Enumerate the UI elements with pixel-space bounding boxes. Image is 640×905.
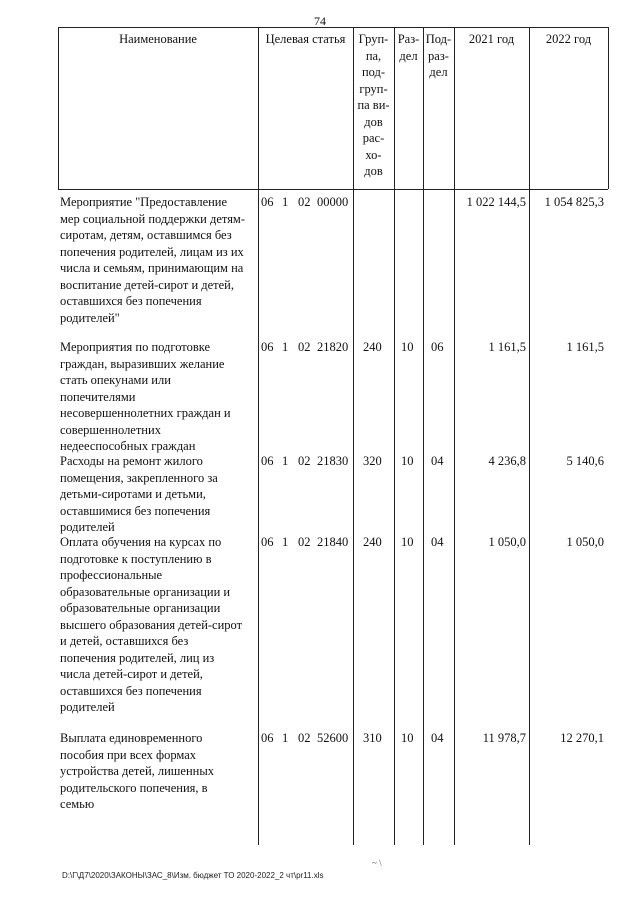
header-2022: 2022 год (545, 32, 592, 46)
row-name: Выплата единовременного пособия при всех формах устройства детей, лишенных родительского попечения, в семью (60, 731, 215, 811)
code-program: 06 (261, 340, 274, 354)
value-2021: 4 236,8 (488, 454, 526, 468)
section-code: 10 (401, 454, 414, 468)
header-group: Груп- па, под- груп- па ви- дов рас- хо- дов (357, 32, 390, 178)
section-code: 10 (401, 535, 414, 549)
code-direction: 21840 (317, 535, 349, 549)
code-direction: 21820 (317, 340, 349, 354)
value-2022: 1 054 825,3 (544, 195, 604, 209)
code-program: 06 (261, 195, 274, 209)
code-event: 02 (298, 535, 311, 549)
row-name: Мероприятия по подготовке граждан, выразивших желание стать опекунами или попечителями несовершеннолетних граждан и совершеннолетних недееспособных граждан (60, 340, 231, 453)
code-program: 06 (261, 535, 274, 549)
section-code: 10 (401, 731, 414, 745)
subsection-code: 04 (431, 731, 444, 745)
code-event: 02 (298, 731, 311, 745)
group-code: 240 (363, 340, 382, 354)
header-section: Раз- дел (397, 32, 420, 63)
group-code: 320 (363, 454, 382, 468)
value-2021: 1 022 144,5 (466, 195, 526, 209)
header-subsection: Под- раз- дел (425, 32, 452, 79)
group-code: 240 (363, 535, 382, 549)
col-border-section (423, 27, 424, 845)
code-subprogram: 1 (282, 535, 289, 549)
col-border-name (258, 27, 259, 845)
header-2021: 2021 год (468, 32, 515, 46)
subsection-code: 04 (431, 535, 444, 549)
code-subprogram: 1 (282, 340, 289, 354)
section-code: 10 (401, 340, 414, 354)
header-name: Наименование (119, 32, 197, 46)
code-subprogram: 1 (282, 731, 289, 745)
table-top-border (58, 27, 608, 28)
group-code: 310 (363, 731, 382, 745)
value-2021: 1 161,5 (488, 340, 526, 354)
col-border-group (394, 27, 395, 845)
code-event: 02 (298, 340, 311, 354)
code-event: 02 (298, 195, 311, 209)
code-event: 02 (298, 454, 311, 468)
value-2022: 1 161,5 (566, 340, 604, 354)
code-subprogram: 1 (282, 454, 289, 468)
budget-table (58, 27, 608, 845)
code-subprogram: 1 (282, 195, 289, 209)
row-name: Мероприятие "Предоставление мер социальной поддержки детям- сиротам, детям, оставшимся без попечения родителей, лицам из их числа и семьям, принимающим на воспитание детей-сирот и детей, оставшихся без попечения родителей" (60, 195, 246, 325)
value-2021: 11 978,7 (482, 731, 526, 745)
header-bottom-border (58, 189, 608, 190)
code-direction: 21830 (317, 454, 349, 468)
subsection-code: 04 (431, 454, 444, 468)
subsection-code: 06 (431, 340, 444, 354)
value-2022: 5 140,6 (566, 454, 604, 468)
col-border-2021 (529, 27, 530, 845)
code-program: 06 (261, 454, 274, 468)
code-program: 06 (261, 731, 274, 745)
page-number: 74 (314, 14, 326, 28)
value-2022: 12 270,1 (560, 731, 604, 745)
code-direction: 00000 (317, 195, 349, 209)
row-name: Расходы на ремонт жилого помещения, закрепленного за детьми-сиротами и детьми, оставшимися без попечения родителей (60, 454, 218, 534)
col-border-subsection (454, 27, 455, 845)
header-target: Целевая статья (265, 32, 346, 46)
col-border-left (58, 27, 59, 189)
footer-file-path: D:\Г\Д7\2020\ЗАКОНЫ\ЗАС_8\Изм. бюджет ТО 2020-2022_2 чт\pr11.xls (62, 871, 324, 880)
col-border-right (608, 27, 609, 189)
row-name: Оплата обучения на курсах по подготовке к поступлению в профессиональные образовательные организации и образовательные организации высшего образования детей-сирот и детей, оставшихся без попечения родителей, лиц из числа детей-сирот и детей, оставшихся без попечения родителей (60, 535, 243, 714)
code-direction: 52600 (317, 731, 349, 745)
scan-mark: ~ \ (372, 858, 382, 868)
value-2021: 1 050,0 (488, 535, 526, 549)
value-2022: 1 050,0 (566, 535, 604, 549)
